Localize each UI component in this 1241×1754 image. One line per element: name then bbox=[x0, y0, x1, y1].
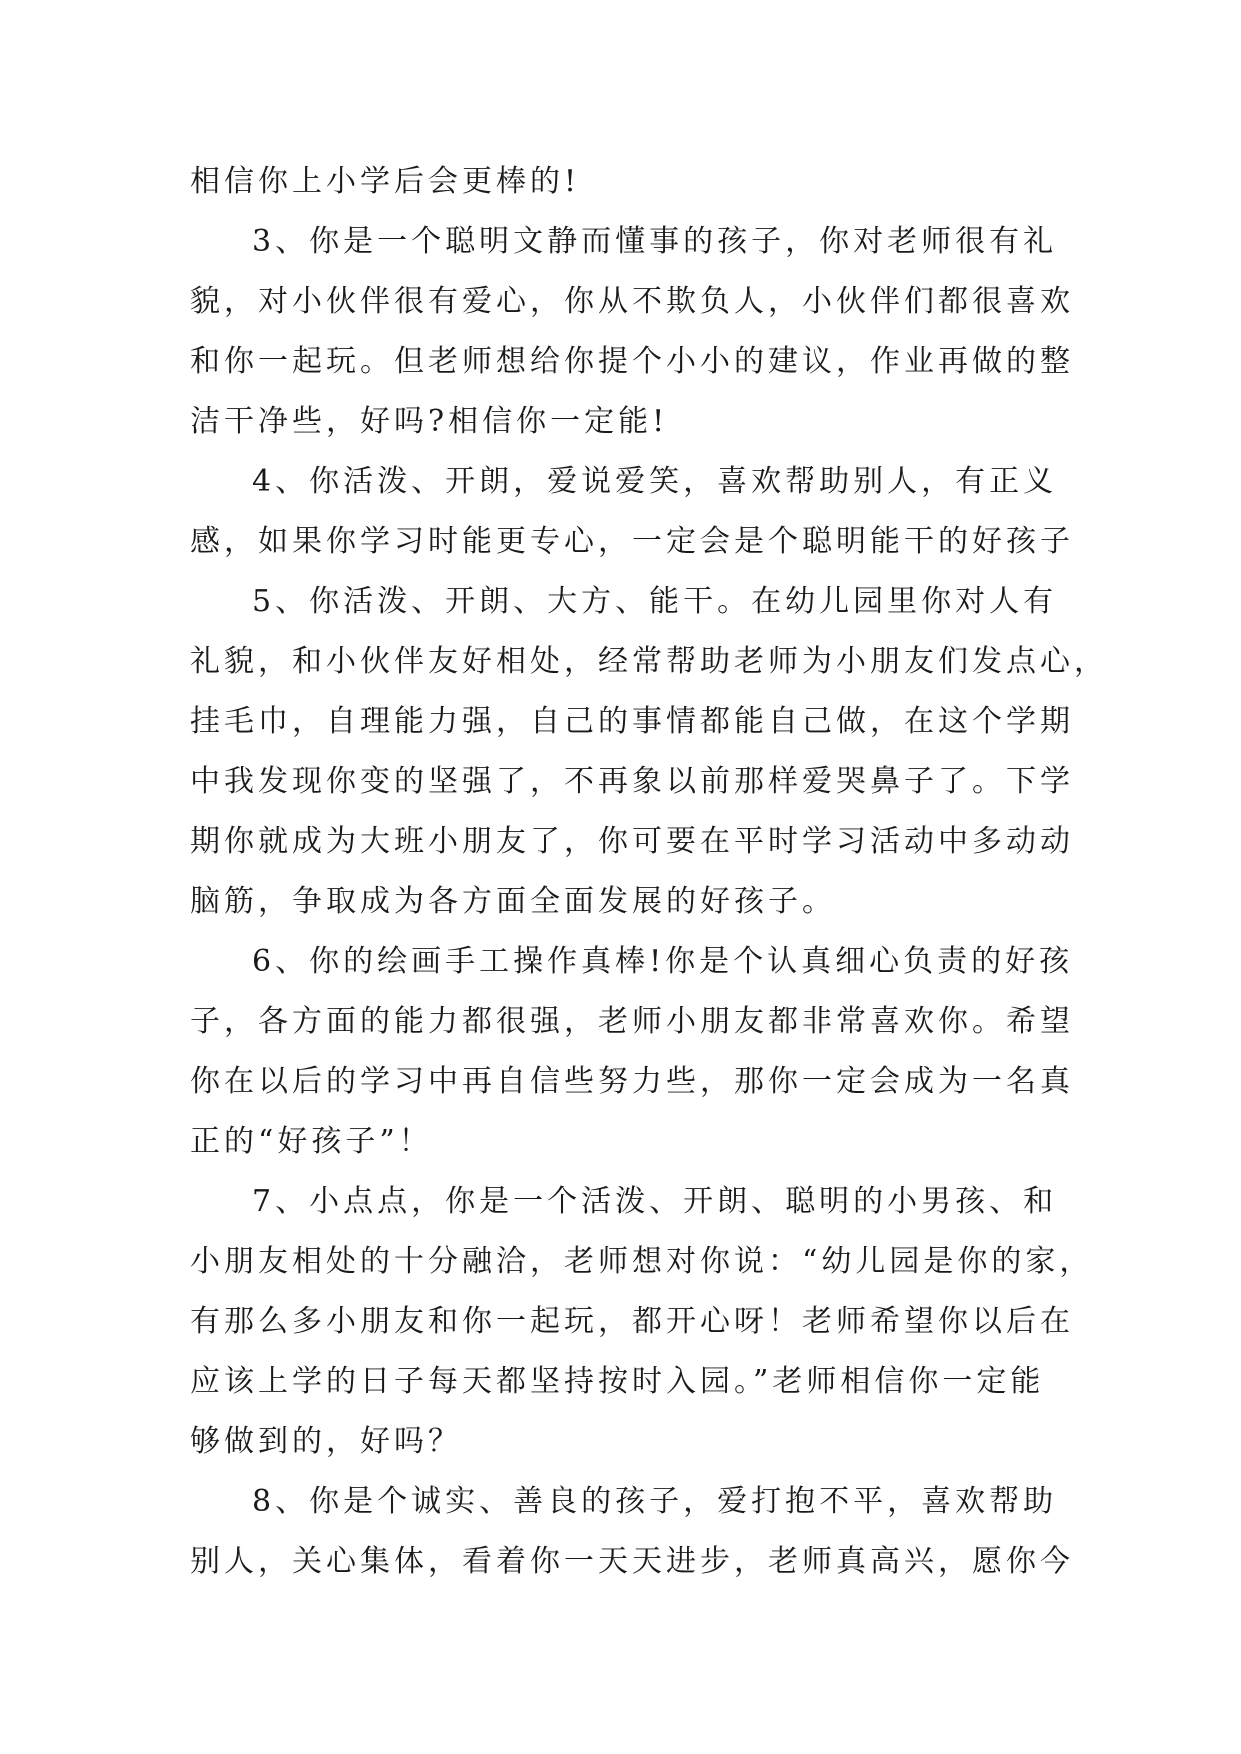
text-line: 感，如果你学习时能更专心，一定会是个聪明能干的好孩子 bbox=[190, 524, 1074, 559]
text-line: 正的“好孩子”！ bbox=[190, 1124, 433, 1159]
text-line: 别人，关心集体，看着你一天天进步，老师真高兴，愿你今 bbox=[190, 1544, 1074, 1579]
text-line: 你在以后的学习中再自信些努力些，那你一定会成为一名真 bbox=[190, 1064, 1074, 1099]
text-line: 有那么多小朋友和你一起玩，都开心呀！老师希望你以后在 bbox=[190, 1304, 1074, 1339]
text-line: 6、你的绘画手工操作真棒!你是个认真细心负责的好孩 bbox=[252, 944, 1074, 979]
text-line: 够做到的，好吗？ bbox=[190, 1424, 462, 1459]
text-line: 4、你活泼、开朗，爱说爱笑，喜欢帮助别人，有正义 bbox=[252, 464, 1058, 499]
text-line: 洁干净些，好吗?相信你一定能! bbox=[190, 404, 669, 439]
text-line: 礼貌，和小伙伴友好相处，经常帮助老师为小朋友们发点心， bbox=[190, 644, 1108, 679]
text-line: 应该上学的日子每天都坚持按时入园。”老师相信你一定能 bbox=[190, 1364, 1045, 1399]
text-line: 挂毛巾，自理能力强，自己的事情都能自己做，在这个学期 bbox=[190, 704, 1074, 739]
text-line: 期你就成为大班小朋友了，你可要在平时学习活动中多动动 bbox=[190, 824, 1074, 859]
text-line: 8、你是个诚实、善良的孩子，爱打抱不平，喜欢帮助 bbox=[252, 1484, 1058, 1519]
text-line: 3、你是一个聪明文静而懂事的孩子，你对老师很有礼 bbox=[252, 224, 1058, 259]
text-line: 中我发现你变的坚强了，不再象以前那样爱哭鼻子了。下学 bbox=[190, 764, 1074, 799]
text-line: 和你一起玩。但老师想给你提个小小的建议，作业再做的整 bbox=[190, 344, 1074, 379]
text-line: 小朋友相处的十分融洽，老师想对你说：“幼儿园是你的家， bbox=[190, 1244, 1094, 1279]
text-line: 貌，对小伙伴很有爱心，你从不欺负人，小伙伴们都很喜欢 bbox=[190, 284, 1074, 319]
text-line: 脑筋，争取成为各方面全面发展的好孩子。 bbox=[190, 884, 836, 919]
text-line: 7、小点点，你是一个活泼、开朗、聪明的小男孩、和 bbox=[252, 1184, 1058, 1219]
text-line: 相信你上小学后会更棒的! bbox=[190, 164, 581, 199]
text-line: 子，各方面的能力都很强，老师小朋友都非常喜欢你。希望 bbox=[190, 1004, 1074, 1039]
text-line: 5、你活泼、开朗、大方、能干。在幼儿园里你对人有 bbox=[252, 584, 1058, 619]
document-body bbox=[190, 152, 1108, 1592]
